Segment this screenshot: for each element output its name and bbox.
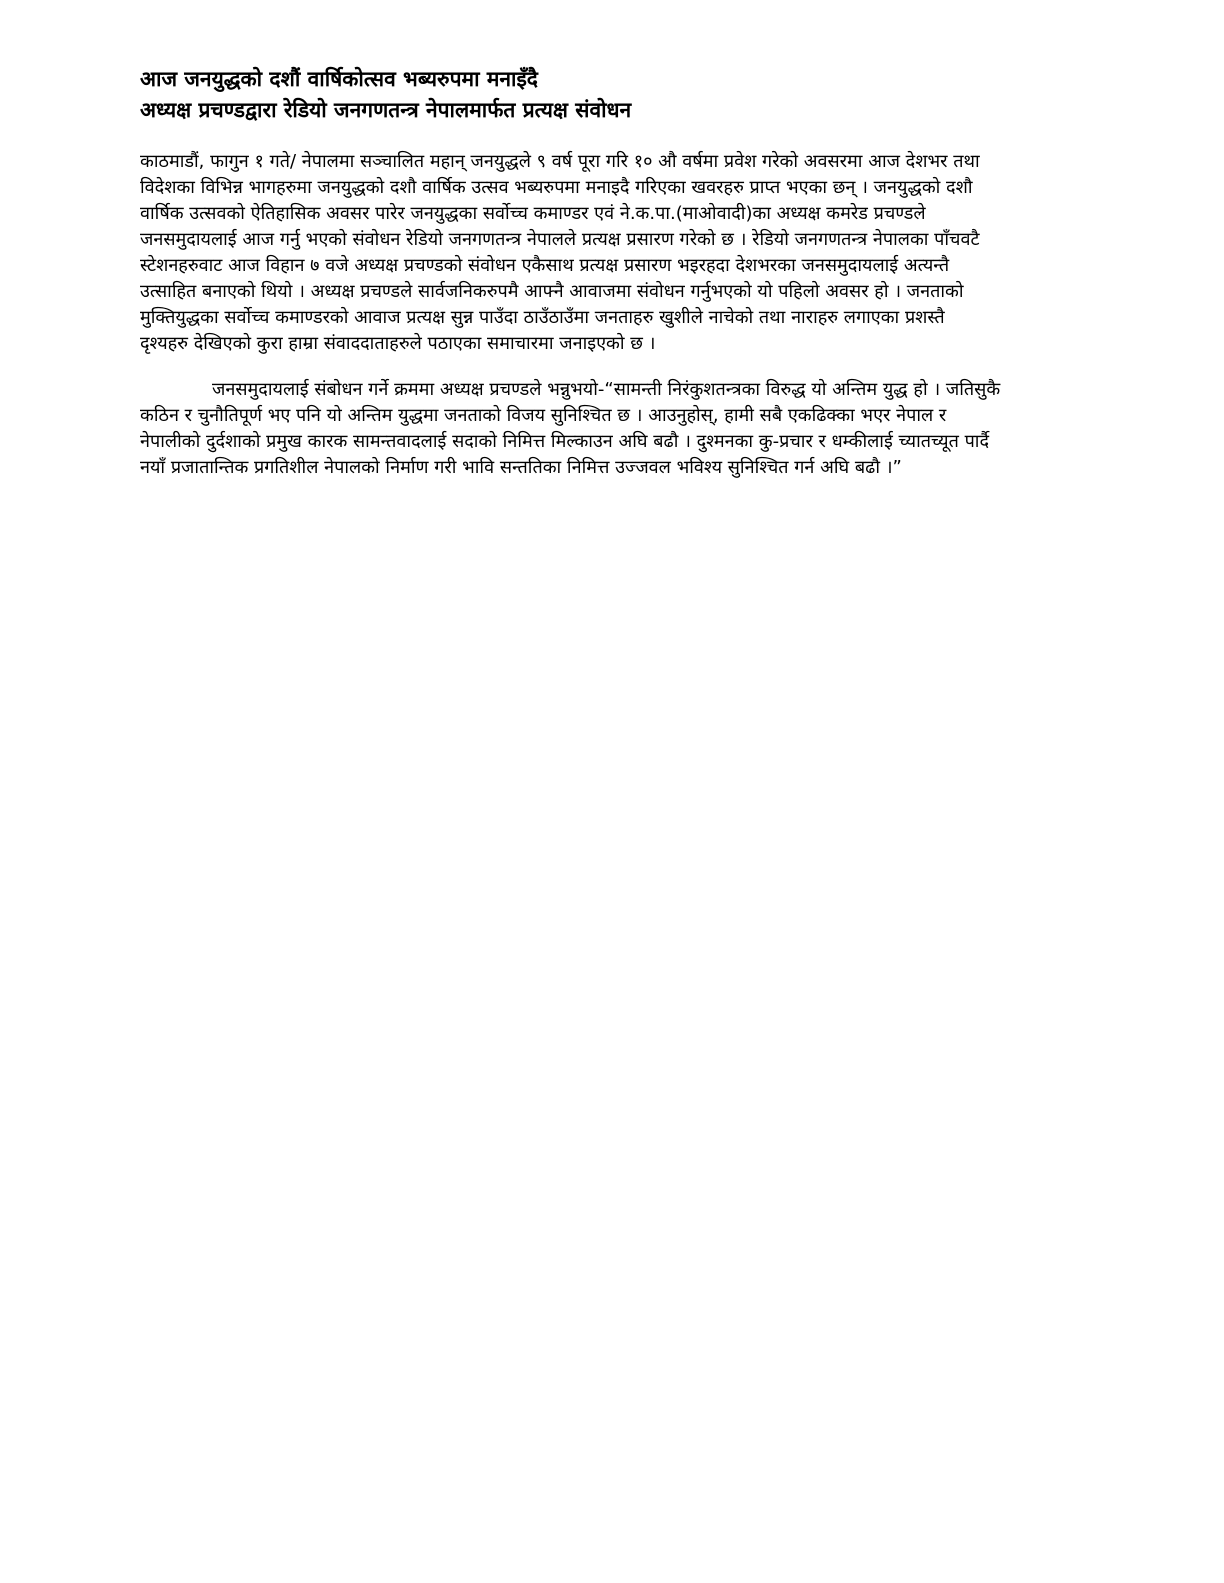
body-text-line: वार्षिक उत्सवको ऐतिहासिक अवसर पारेर जनयुद्धका सर्वोच्च कमाण्डर एवं ने.क.पा.(माओवादी)का अध्यक्ष कमरेड प्रचण्डले	[140, 203, 926, 224]
quote-text-line: कठिन र चुनौतिपूर्ण भए पनि यो अन्तिम युद्धमा जनताको विजय सुनिश्चित छ । आउनुहोस्, हामी सबै एकढिक्का भएर नेपाल र	[140, 405, 947, 426]
quote-text-line: जनसमुदायलाई संबोधन गर्ने क्रममा अध्यक्ष प्रचण्डले भन्नुभयो-“सामन्ती निरंकुशतन्त्रका विरुद्ध यो अन्तिम युद्ध हो । जतिसुकै	[212, 379, 1001, 400]
document-content	[140, 64, 1090, 481]
paragraph-body	[140, 149, 1090, 357]
quote-text-line: नयाँ प्रजातान्तिक प्रगतिशील नेपालको निर्माण गरी भावि सन्ततिका निमित्त उज्जवल भविश्य सुनिश्चित गर्न अघि बढौ ।”	[140, 457, 902, 478]
body-text-line: स्टेशनहरुवाट आज विहान ७ वजे अध्यक्ष प्रचण्डको संवोधन एकैसाथ प्रत्यक्ष प्रसारण भइरहदा देशभरका जनसमुदायलाई अत्यन्तै	[140, 255, 950, 276]
body-text-line: काठमाडौं, फागुन १ गते/ नेपालमा सञ्चालित महान् जनयुद्धले ९ वर्ष पूरा गरि १० औ वर्षमा प्रवेश गरेको अवसरमा आज देशभर तथा	[140, 151, 980, 172]
body-text-line: जनसमुदायलाई आज गर्नु भएको संवोधन रेडियो जनगणतन्त्र नेपालले प्रत्यक्ष प्रसारण गरेको छ । रेडियो जनगणतन्त्र नेपालका पाँचवटै	[140, 229, 980, 250]
body-text-line: मुक्तियुद्धका सर्वोच्च कमाण्डरको आवाज प्रत्यक्ष सुन्न पाउँदा ठाउँठाउँमा जनताहरु खुशीले नाचेको तथा नाराहरु लगाएका प्रशस्तै	[140, 307, 945, 328]
article-title	[140, 64, 1090, 126]
paragraph-quote	[140, 377, 1090, 481]
body-text-line: विदेशका विभिन्न भागहरुमा जनयुद्धको दशौ वार्षिक उत्सव भब्यरुपमा मनाइदै गरिएका खवरहरु प्राप्त भएका छन् । जनयुद्धको दशौ	[140, 177, 973, 198]
title-line-2: अध्यक्ष प्रचण्डद्वारा रेडियो जनगणतन्त्र नेपालमार्फत प्रत्यक्ष संवोधन	[140, 98, 632, 122]
title-line-1: आज जनयुद्धको दशौं वार्षिकोत्सव भब्यरुपमा मनाइँदै	[140, 67, 538, 91]
quote-text-line: नेपालीको दुर्दशाको प्रमुख कारक सामन्तवादलाई सदाको निमित्त मिल्काउन अघि बढौ । दुश्मनका कु-प्रचार र धम्कीलाई च्यातच्यूत पार्दै	[140, 431, 990, 452]
body-text-line: उत्साहित बनाएको थियो । अध्यक्ष प्रचण्डले सार्वजनिकरुपमै आफ्नै आवाजमा संवोधन गर्नुभएको यो पहिलो अवसर हो । जनताको	[140, 281, 964, 302]
body-text-line: दृश्यहरु देखिएको कुरा हाम्रा संवाददाताहरुले पठाएका समाचारमा जनाइएको छ ।	[140, 333, 656, 354]
